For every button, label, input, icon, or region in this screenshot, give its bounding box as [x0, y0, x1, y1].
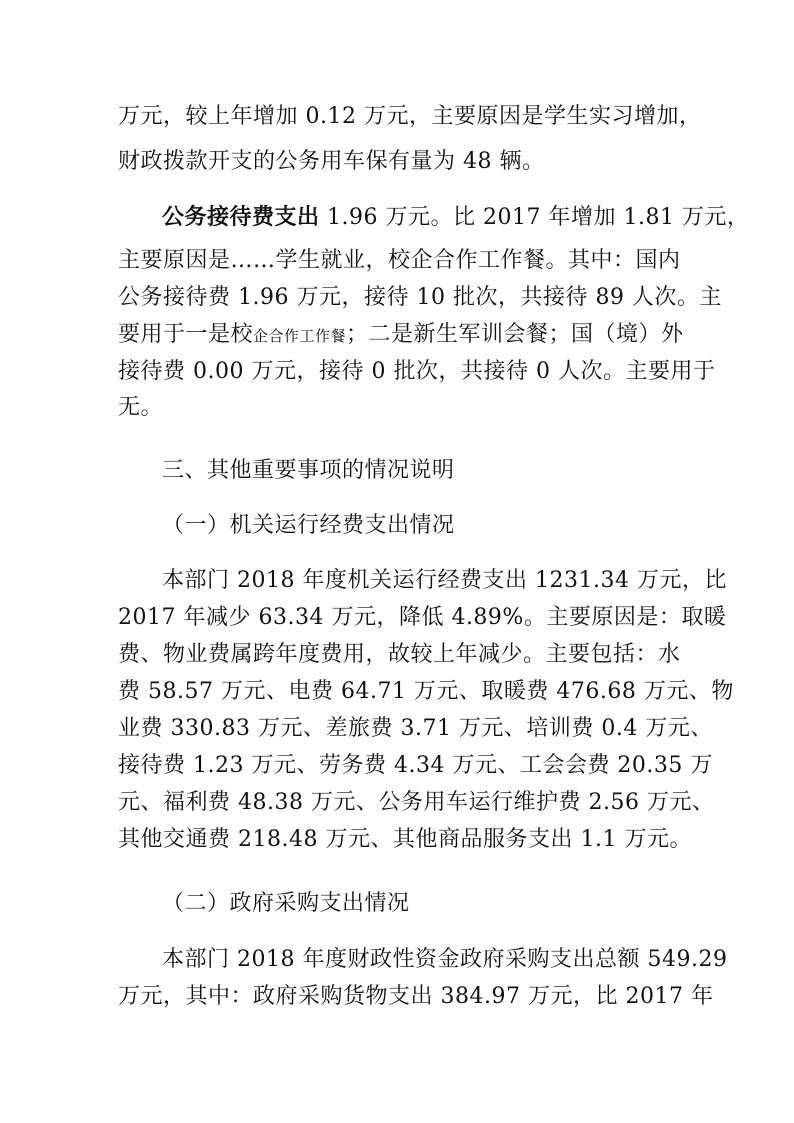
reception-paragraph-line-6: 无。	[118, 395, 164, 420]
reception-paragraph-line-1	[162, 202, 749, 233]
operating-expense-line-8: 其他交通费 218.48 万元、其他商品服务支出 1.1 万元。	[118, 827, 692, 852]
operating-expense-line-7: 元、福利费 48.38 万元、公务用车运行维护费 2.56 万元、	[118, 790, 715, 815]
reception-amount-text: 1.96 万元。比 2017 年增加 1.81 万元，	[319, 205, 750, 230]
operating-expense-line-6: 接待费 1.23 万元、劳务费 4.34 万元、工会会费 20.35 万	[118, 753, 713, 778]
reception-paragraph-line-5: 接待费 0.00 万元，接待 0 批次，共接待 0 人次。主要用于	[118, 359, 716, 384]
vehicle-paragraph-line-2: 财政拨款开支的公务用车保有量为 48 辆。	[118, 149, 545, 174]
reception-paragraph-line-2: 主要原因是……学生就业，校企合作工作餐。其中：国内	[118, 248, 681, 273]
subsection-2-heading: （二）政府采购支出情况	[162, 891, 410, 916]
reception-line-4-start: 要用于一是校	[118, 322, 254, 347]
subsection-1-heading: （一）机关运行经费支出情况	[162, 513, 455, 538]
vehicle-paragraph-line-1: 万元，较上年增加 0.12 万元，主要原因是学生实习增加，	[118, 104, 702, 129]
operating-expense-line-3: 费、物业费属跨年度费用，故较上年减少。主要包括：水	[118, 642, 681, 667]
operating-expense-line-1: 本部门 2018 年度机关运行经费支出 1231.34 万元，比	[162, 568, 727, 593]
operating-expense-line-4: 费 58.57 万元、电费 64.71 万元、取暖费 476.68 万元、物	[118, 679, 734, 704]
section-3-heading: 三、其他重要事项的情况说明	[162, 458, 455, 483]
reception-paragraph-line-4	[118, 320, 684, 351]
operating-expense-line-5: 业费 330.83 万元、差旅费 3.71 万元、培训费 0.4 万元、	[118, 716, 713, 741]
reception-line-4-small-text: 企合作工作餐	[253, 327, 347, 345]
procurement-line-1: 本部门 2018 年度财政性资金政府采购支出总额 549.29	[162, 947, 728, 972]
reception-line-4-end: ；二是新生军训会餐；国（境）外	[346, 322, 684, 347]
reception-heading: 公务接待费支出	[162, 204, 320, 230]
operating-expense-line-2: 2017 年减少 63.34 万元，降低 4.89%。主要原因是：取暖	[118, 605, 727, 630]
reception-paragraph-line-3: 公务接待费 1.96 万元，接待 10 批次，共接待 89 人次。主	[118, 285, 722, 310]
procurement-line-2: 万元，其中：政府采购货物支出 384.97 万元，比 2017 年	[118, 984, 714, 1009]
